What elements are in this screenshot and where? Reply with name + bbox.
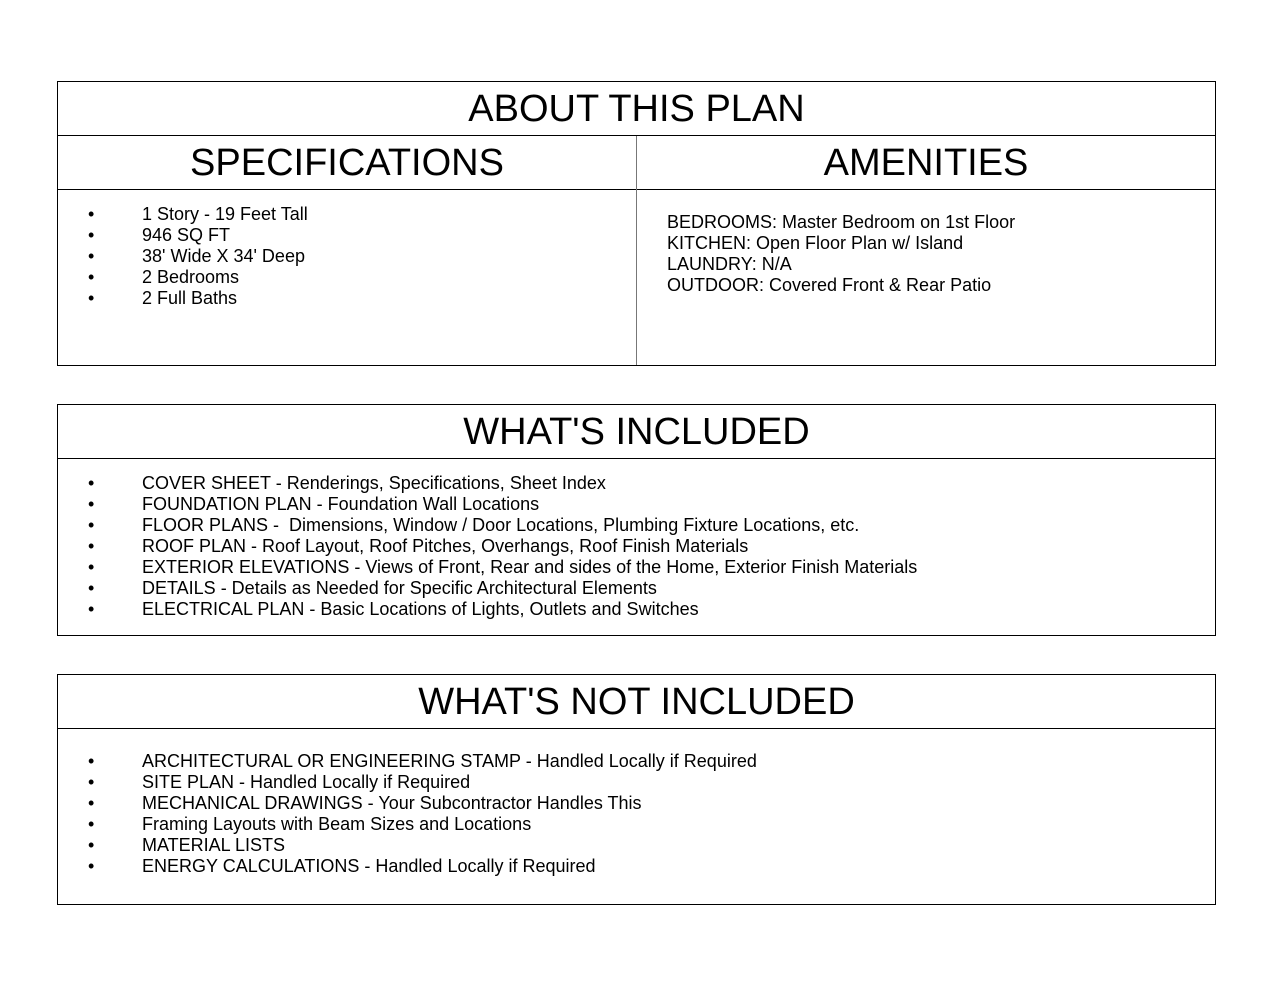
list-item: • Framing Layouts with Beam Sizes and Locations <box>88 814 532 834</box>
bullet-icon: • <box>88 557 95 577</box>
list-item: • 2 Bedrooms <box>88 267 240 287</box>
bullet-icon: • <box>88 793 95 813</box>
list-item: • FOUNDATION PLAN - Foundation Wall Locations <box>88 494 540 514</box>
amenities-list <box>637 212 1215 296</box>
bullet-icon: • <box>88 515 95 535</box>
whats-not-included-title: WHAT'S NOT INCLUDED <box>58 675 1215 729</box>
whats-included-list <box>58 473 1215 620</box>
list-item: LAUNDRY: N/A <box>667 254 792 274</box>
list-item: • MECHANICAL DRAWINGS - Your Subcontractor Handles This <box>88 793 642 813</box>
list-item: • 1 Story - 19 Feet Tall <box>88 204 308 224</box>
bullet-icon: • <box>88 536 95 556</box>
list-item: • FLOOR PLANS - Dimensions, Window / Door Locations, Plumbing Fixture Locations, etc. <box>88 515 860 535</box>
bullet-icon: • <box>88 599 95 619</box>
about-plan-columns <box>58 136 1215 365</box>
amenities-heading: AMENITIES <box>637 136 1215 190</box>
list-item: • ENERGY CALCULATIONS - Handled Locally if Required <box>88 856 596 876</box>
list-item: • 2 Full Baths <box>88 288 238 308</box>
list-item: • 946 SQ FT <box>88 225 231 245</box>
list-item: • COVER SHEET - Renderings, Specifications, Sheet Index <box>88 473 606 493</box>
specifications-column <box>58 136 636 365</box>
bullet-icon: • <box>88 772 95 792</box>
whats-not-included-section <box>57 674 1216 905</box>
bullet-icon: • <box>88 578 95 598</box>
list-item: OUTDOOR: Covered Front & Rear Patio <box>667 275 992 295</box>
bullet-icon: • <box>88 225 95 245</box>
whats-included-title: WHAT'S INCLUDED <box>58 405 1215 459</box>
specifications-heading: SPECIFICATIONS <box>58 136 636 190</box>
bullet-icon: • <box>88 494 95 514</box>
bullet-icon: • <box>88 835 95 855</box>
list-item: • ROOF PLAN - Roof Layout, Roof Pitches, Overhangs, Roof Finish Materials <box>88 536 749 556</box>
bullet-icon: • <box>88 751 95 771</box>
amenities-column <box>636 136 1215 365</box>
bullet-icon: • <box>88 856 95 876</box>
whats-not-included-list <box>58 751 1215 877</box>
about-plan-title: ABOUT THIS PLAN <box>58 82 1215 136</box>
specifications-list <box>58 204 636 309</box>
bullet-icon: • <box>88 267 95 287</box>
bullet-icon: • <box>88 814 95 834</box>
list-item: KITCHEN: Open Floor Plan w/ Island <box>667 233 964 253</box>
list-item: • DETAILS - Details as Needed for Specific Architectural Elements <box>88 578 657 598</box>
list-item: • MATERIAL LISTS <box>88 835 286 855</box>
bullet-icon: • <box>88 288 95 308</box>
list-item: • SITE PLAN - Handled Locally if Required <box>88 772 471 792</box>
about-plan-section <box>57 81 1216 366</box>
bullet-icon: • <box>88 204 95 224</box>
list-item: • ELECTRICAL PLAN - Basic Locations of Lights, Outlets and Switches <box>88 599 699 619</box>
bullet-icon: • <box>88 473 95 493</box>
whats-included-section <box>57 404 1216 636</box>
list-item: • 38' Wide X 34' Deep <box>88 246 305 266</box>
list-item: • EXTERIOR ELEVATIONS - Views of Front, Rear and sides of the Home, Exterior Finish Materials <box>88 557 918 577</box>
bullet-icon: • <box>88 246 95 266</box>
list-item: • ARCHITECTURAL OR ENGINEERING STAMP - Handled Locally if Required <box>88 751 757 771</box>
list-item: BEDROOMS: Master Bedroom on 1st Floor <box>667 212 1016 232</box>
